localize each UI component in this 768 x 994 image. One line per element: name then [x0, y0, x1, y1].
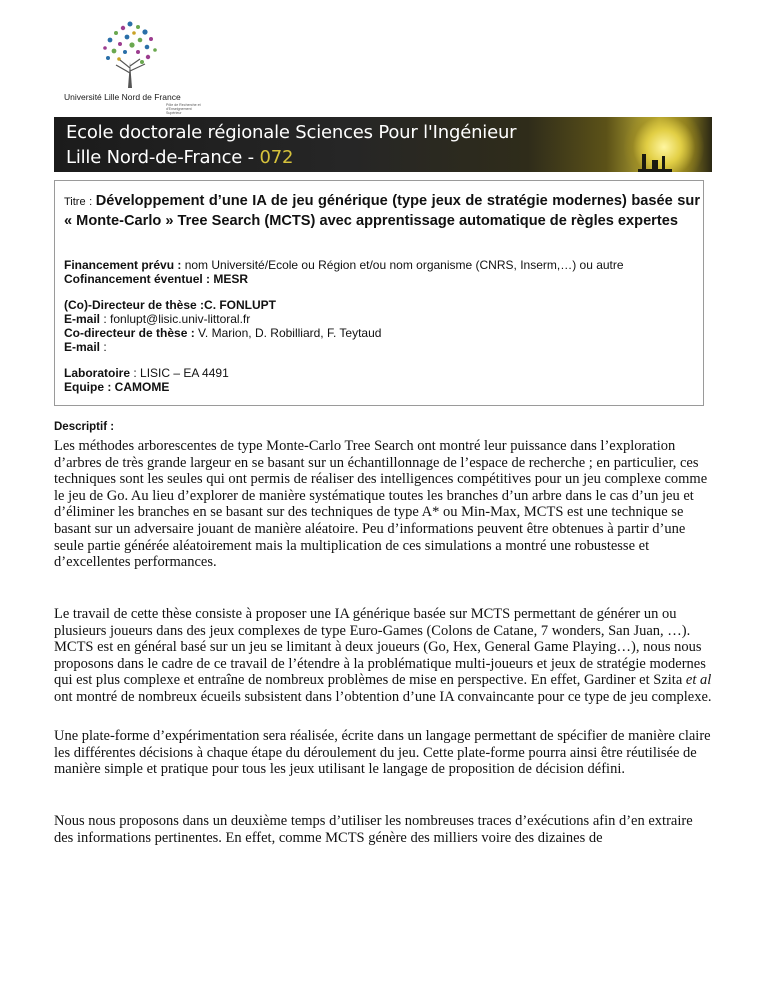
email1-line: [64, 312, 250, 326]
banner-title-line1: Ecole doctorale régionale Sciences Pour l'Ingénieur: [66, 122, 517, 143]
paragraph-3: Une plate-forme d’expérimentation sera réalisée, écrite dans un langage permettant de spécifier de manière claire les différentes décisions à chaque étape du déroulement du jeu. Cette plate-forme pourra ainsi être réutilisée de manière simple et pratique pour tous les jeux utilisant le langage de proposition de décision défini.: [54, 728, 711, 778]
financement-line: [64, 258, 624, 272]
paragraph-1: Les méthodes arborescentes de type Monte-Carlo Tree Search ont montré leur puissance dans l’exploration d’arbres de très grande largeur en se basant sur un échantillonnage de l’espace de recherche ; en particulier, ces techniques sont les seules qui ont permis de réaliser des intelligences compétitives pour un jeu complexe comme le jeu de Go. Au lieu d’explorer de manière systématique toutes les branches d’un arbre dans le cas d’un jeu et d’éliminer les branches en se basant sur des techniques de type A* ou Min-Max, MCTS est une technique se basant sur un adversaire jouant de manière aléatoire. Peu d’informations peuvent être obtenues à partir d’une seule partie générée aléatoirement mais la multiplication de ces simulations a montré une robustesse et d’excellentes performances.: [54, 438, 708, 571]
equipe-text: Equipe : CAMOME: [64, 380, 170, 394]
codirecteur-value: V. Marion, D. Robilliard, F. Teytaud: [198, 326, 382, 340]
university-subtitle: Pôle de Recherche et d'Enseignement Supérieur: [166, 103, 201, 115]
paragraph-2-end: ont montré de nombreux écueils subsistent dans l’obtention d’une IA convaincante pour ce type de jeu complexe.: [54, 688, 712, 705]
laboratoire-line: [64, 366, 229, 380]
codirecteur-label: Co-directeur de thèse :: [64, 326, 199, 340]
financement-label: Financement prévu :: [64, 258, 185, 272]
cofinancement-line: [64, 272, 248, 286]
laboratoire-label: Laboratoire: [64, 366, 131, 380]
thesis-info-box: [54, 180, 704, 406]
email2-line: [64, 340, 107, 354]
laboratoire-value: : LISIC – EA 4491: [130, 366, 229, 380]
email1-value[interactable]: : fonlupt@lisic.univ-littoral.fr: [100, 312, 251, 326]
email2-label: E-mail: [64, 340, 101, 354]
codirecteur-line: [64, 326, 381, 340]
descriptif-label: Descriptif :: [54, 421, 115, 433]
university-name: Université Lille Nord de France: [64, 92, 181, 102]
title-text: Développement d’une IA de jeu générique (type jeux de stratégie modernes) basée sur « Monte-Carlo » Tree Search (MCTS) avec apprentissage automatique de règles expertes: [64, 193, 700, 229]
tree-logo-icon: [90, 18, 170, 90]
university-logo: [60, 18, 200, 116]
paragraph-2-start: Le travail de cette thèse consiste à proposer une IA générique basée sur MCTS permettant de générer un ou plusieurs joueurs dans des jeux complexes de type Euro-Games (Colons de Catane, 7 wonders, San Juan, …). MCTS est en général basé sur un jeu se limitant à deux joueurs (Go, Hex, General Game Playing…), nous nous proposons dans le cadre de ce travail de l’étendre à la problématique multi-joueurs et jeux de stratégie modernes qui est plus complexe et entraîne de nombreux problèmes de mise en perspective. En effet, Gardiner et Szita: [54, 606, 706, 689]
title-label: Titre :: [64, 196, 96, 208]
directeur-text: (Co)-Directeur de thèse :C. FONLUPT: [64, 298, 277, 312]
financement-value: nom Université/Ecole ou Région et/ou nom organisme (CNRS, Inserm,…) ou autre: [184, 258, 624, 272]
email1-label: E-mail: [64, 312, 101, 326]
banner-location: Lille Nord-de-France -: [66, 147, 260, 168]
paragraph-2-italic: et al: [685, 672, 712, 689]
email2-value: :: [100, 340, 107, 354]
cofinancement-text: Cofinancement éventuel : MESR: [64, 272, 249, 286]
thesis-title: [64, 192, 700, 231]
paragraph-4: Nous nous proposons dans un deuxième temps d’utiliser les nombreuses traces d’exécutions afin d’en extraire des informations pertinentes. En effet, comme MCTS génère des milliers voire des dizaines de: [54, 813, 693, 846]
lab-stand-icon: [638, 150, 672, 172]
banner-title-line2: [66, 147, 293, 168]
directeur-line: [64, 298, 276, 312]
banner-school-number: 072: [259, 147, 294, 168]
doctoral-school-banner: [54, 117, 712, 172]
equipe-line: [64, 380, 169, 394]
paragraph-2: [54, 606, 712, 706]
